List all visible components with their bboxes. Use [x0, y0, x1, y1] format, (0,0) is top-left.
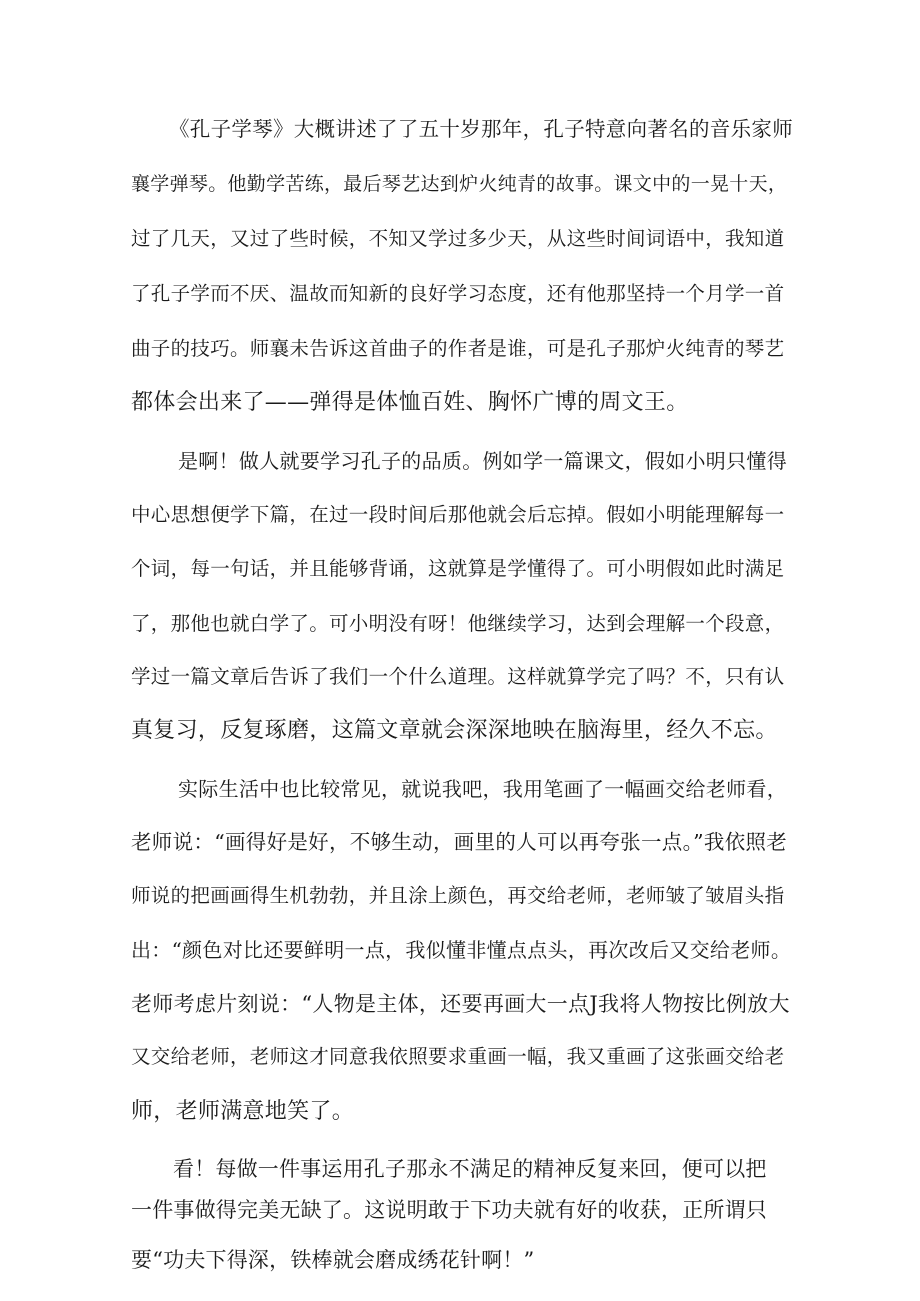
paragraph-3-line-2: 老师说：“画得好是好，不够生动，画里的人可以再夸张一点。”我依照老: [131, 830, 788, 854]
paragraph-3-line-7: 师，老师满意地笑了。: [131, 1099, 355, 1124]
paragraph-1-line-5: 曲子的技巧。师襄未告诉这首曲子的作者是谁，可是孔子那炉火纯青的琴艺: [131, 337, 785, 360]
paragraph-2-line-2: 中心思想便学下篇，在过一段时间后那他就会后忘掉。假如小明能理解每一: [131, 503, 785, 526]
paragraph-2-line-6: 真复习，反复琢磨，这篇文章就会深深地映在脑海里，经久不忘。: [131, 718, 778, 743]
paragraph-1-line-1: 《孔子学琴》大概讲述了了五十岁那年，孔子特意向著名的音乐家师: [169, 117, 793, 141]
paragraph-3-line-1: 实际生活中也比较常见，就说我吧，我用笔画了一幅画交给老师看，: [178, 777, 787, 801]
paragraph-2-line-5: 学过一篇文章后告诉了我们一个什么道理。这样就算学完了吗？不，只有认: [131, 665, 785, 688]
paragraph-1-line-6: 都体会出来了——弹得是体恤百姓、胸怀广博的周文王。: [131, 390, 689, 415]
paragraph-1-line-4: 了孔子学而不厌、温故而知新的良好学习态度，还有他那坚持一个月学一首: [131, 282, 785, 305]
paragraph-3-line-3: 师说的把画画得生机勃勃，并且涂上颜色，再交给老师，老师皱了皱眉头指: [131, 884, 785, 907]
paragraph-2-line-1: 是啊！做人就要学习孔子的品质。例如学一篇课文，假如小明只懂得: [178, 449, 787, 473]
paragraph-4-line-2: 一件事做得完美无缺了。这说明敢于下功夫就有好的收获，正所谓只: [131, 1198, 767, 1222]
paragraph-2-line-4: 了，那他也就白学了。可小明没有呀！他继续学习，达到会理解一个段意，: [131, 612, 785, 635]
paragraph-1-line-3: 过了几天，又过了些时候，不知又学过多少天，从这些时间词语中，我知道: [131, 227, 785, 250]
paragraph-4-line-3: 要“功夫下得深，铁棒就会磨成绣花针啊！”: [131, 1248, 535, 1272]
paragraph-1-line-2: 襄学弹琴。他勤学苦练，最后琴艺达到炉火纯青的故事。课文中的一晃十天，: [131, 173, 788, 195]
paragraph-2-line-3: 个词，每一句话，并且能够背诵，这就算是学懂得了。可小明假如此时满足: [131, 557, 785, 580]
paragraph-3-line-5: 老师考虑片刻说：“人物是主体，还要再画大一点J我将人物按比例放大: [131, 992, 790, 1016]
paragraph-3-line-4: 出：“颜色对比还要鲜明一点，我似懂非懂点点头，再次改后又交给老师。: [131, 938, 792, 962]
paragraph-3-line-6: 又交给老师，老师这才同意我依照要求重画一幅，我又重画了这张画交给老: [131, 1045, 785, 1068]
paragraph-4-line-1: 看！每做一件事运用孔子那永不满足的精神反复来回，便可以把: [173, 1157, 767, 1181]
